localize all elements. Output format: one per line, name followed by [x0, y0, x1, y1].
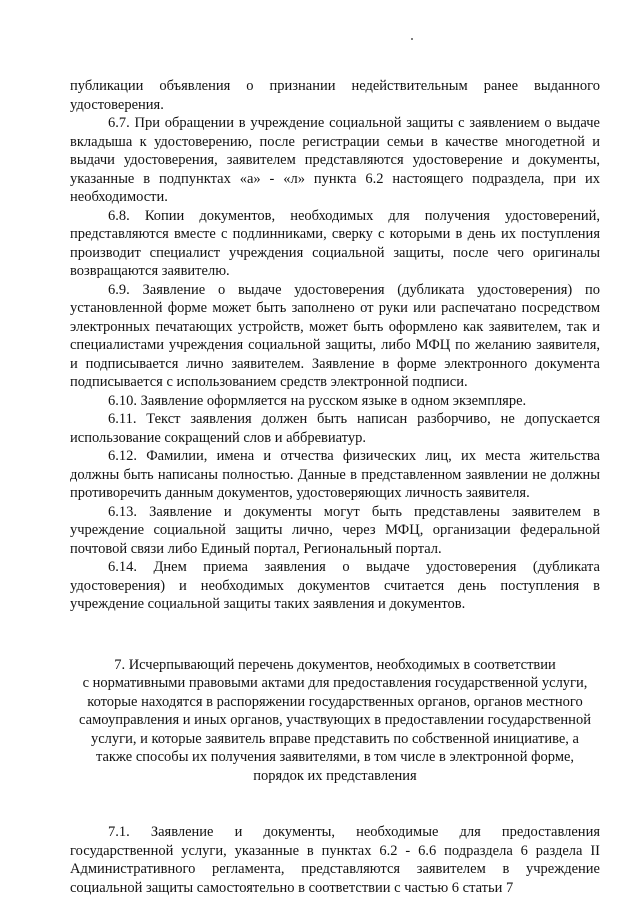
heading-line: которые находятся в распоряжении государственных органов, органов местного: [87, 693, 583, 710]
paragraph-6-11: 6.11. Текст заявления должен быть написан разборчиво, не допускается использование сокращений слов и аббревиатур.: [70, 411, 600, 446]
heading-line: с нормативными правовыми актами для предоставления государственной услуги,: [82, 675, 588, 691]
paragraph-6-14: 6.14. Днем приема заявления о выдаче удостоверения (дубликата удостоверения) и необходимых документов считается день поступления в учреждение социальной защиты таких заявления и документов.: [70, 559, 600, 612]
heading-line: порядок их представления: [253, 767, 417, 784]
heading-line: самоуправления и иных органов, участвующих в предоставлении государственной: [79, 712, 591, 728]
heading-line: услуги, и которые заявитель вправе представить по собственной инициативе, а: [91, 730, 579, 747]
paragraph-6-7: 6.7. При обращении в учреждение социальной защиты с заявлением о выдаче вкладыша к удостоверению, после регистрации семьи в качестве многодетной и выдачи удостоверения, заявителем представляются удостоверение и документы, указанные в подпунктах «а» - «л» пункта 6.2 настоящего подраздела, при их необходимости.: [70, 115, 600, 205]
paragraph-6-12: 6.12. Фамилии, имена и отчества физических лиц, их места жительства должны быть написаны полностью. Данные в представленном заявлении не должны противоречить данным документов, удостоверяющих личность заявителя.: [70, 448, 600, 501]
scan-speck: [411, 38, 413, 40]
paragraph-7-1: 7.1. Заявление и документы, необходимые для предоставления государственной услуги, указанные в пунктах 6.2 - 6.6 подраздела 6 раздела II Административного регламента, представляются заявителем в учреждение социальной защиты самостоятельно в соответствии с частью 6 статьи 7: [70, 824, 600, 896]
section-7-heading: [70, 656, 600, 786]
paragraph-6-13: 6.13. Заявление и документы могут быть представлены заявителем в учреждение социальной защиты лично, через МФЦ, организации федеральной почтовой связи либо Единый портал, Региональный портал.: [70, 503, 600, 557]
document-body: [70, 77, 600, 897]
paragraph-6-8: 6.8. Копии документов, необходимых для получения удостоверений, представляются вместе с подлинниками, сверку с которыми в день их поступления производит специалист учреждения социальной защиты, после чего оригиналы возвращаются заявителю.: [70, 207, 600, 279]
heading-line: также способы их получения заявителями, в том числе в электронной форме,: [95, 749, 575, 765]
paragraph-6-10: 6.10. Заявление оформляется на русском языке в одном экземпляре.: [108, 392, 527, 409]
heading-line: 7. Исчерпывающий перечень документов, необходимых в соответствии: [114, 656, 556, 673]
paragraph-continuation: публикации объявления о признании недействительным ранее выданного удостоверения.: [70, 78, 600, 113]
paragraph-6-9: 6.9. Заявление о выдаче удостоверения (дубликата удостоверения) по установленной форме может быть заполнено от руки или распечатано посредством электронных печатающих устройств, может быть оформлено как заявителем, так и специалистами учреждения социальной защиты, либо МФЦ по желанию заявителя, и подписывается лично заявителем. Заявление в форме электронного документа подписывается с использованием средств электронной подписи.: [70, 281, 600, 390]
